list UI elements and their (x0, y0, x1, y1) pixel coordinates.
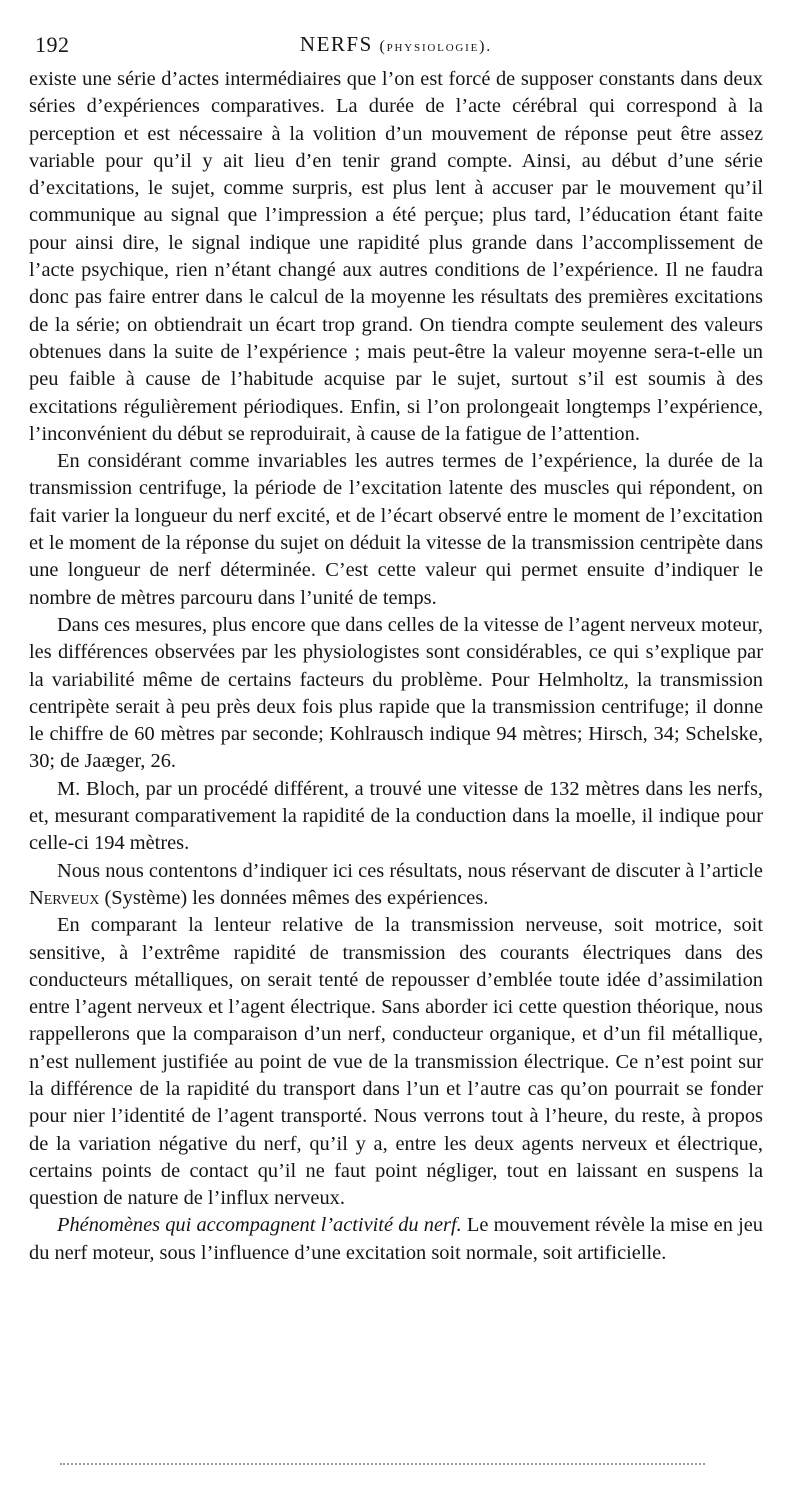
paragraph-reservation (29, 858, 763, 913)
book-page (29, 28, 763, 1267)
section-heading-italic: Phénomènes qui accompagnent l’activité du nerf. (57, 1214, 462, 1237)
paragraph-centripetal-method: En considérant comme invariables les autres termes de l’expérience, la durée de la transmission centrifuge, la période de l’excitation latente des muscles qui répondent, on fait varier la longueur du nerf excité, et de l’écart observé entre le moment de l’excitation et le moment de la réponse du sujet on déduit la vitesse de la transmission centripète dans une longueur de nerf déterminée. C’est cette valeur qui permet ensuite d’indiquer le nombre de mètres parcouru dans l’unité de temps. (29, 450, 763, 609)
footer-dotted-rule (60, 1463, 705, 1465)
running-title (29, 32, 763, 57)
paragraph-nerve-activity (29, 1212, 763, 1267)
paragraph-continued: existe une série d’actes intermédiaires que l’on est forcé de supposer constants dans deux séries d’expériences comparatives. La durée de l’acte cérébral qui correspond à la perception et est nécessaire à la volition d’un mouvement de réponse peut être assez variable pour qu’il y ait lieu d’en tenir grand compte. Ainsi, au début d’une série d’excitations, le sujet, comme surpris, est plus lent à accuser par le mouvement qu’il communique au signal que l’impression a été perçue; plus tard, l’éducation étant faite pour ainsi dire, le signal indique une rapidité plus grande dans l’accomplissement de l’acte psychique, rien n’étant changé aux autres conditions de l’expérience. Il ne faudra donc pas faire entrer dans le calcul de la moyenne les résultats des premières excitations de la série; on obtiendrait un écart trop grand. On tiendra compte seulement des valeurs obtenues dans la suite de l’expérience ; mais peut-être la valeur moyenne sera-t-elle un peu faible à cause de l’habitude acquise par le sujet, surtout s’il est soumis à des excitations régulièrement périodiques. Enfin, si l’on prolongeait longtemps l’expérience, l’inconvénient du début se reproduirait, à cause de la fatigue de l’attention. (29, 68, 763, 445)
nerve-activity-text: Le mouvement révèle la mise en jeu du nerf moteur, sous l’influence d’une excitation soit normale, soit artificielle. (29, 1214, 763, 1264)
page-number: 192 (35, 32, 70, 57)
paragraph-measurements: Dans ces mesures, plus encore que dans celles de la vitesse de l’agent nerveux moteur, les différences observées par les physiologistes sont considérables, ce qui s’explique par la variabilité même de certains facteurs du problème. Pour Helmholtz, la transmission centripète serait à peu près deux fois plus rapide que la transmission centrifuge; il donne le chiffre de 60 mètres par seconde; Kohlrausch indique 94 mètres; Hirsch, 34; Schelske, 30; de Jaæger, 26. (29, 613, 763, 773)
body-text (29, 66, 763, 1267)
reservation-text-before: Nous nous contentons d’indiquer ici ces résultats, nous réservant de discuter à l’article (57, 859, 763, 882)
running-title-subtitle: (physiologie). (379, 38, 493, 55)
nerveux-small-caps: Nerveux (29, 886, 100, 909)
paragraph-electrical-comparison: En comparant la lenteur relative de la transmission nerveuse, soit motrice, soit sensitive, à l’extrême rapidité de transmission des courants électriques dans des conducteurs métalliques, on serait tenté de repousser d’emblée toute idée d’assimilation entre l’agent nerveux et l’agent électrique. Sans aborder ici cette question théorique, nous rappellerons que la comparaison d’un nerf, conducteur organique, et d’un fil métallique, n’est nullement justifiée au point de vue de la transmission électrique. Ce n’est point sur la différence de la rapidité du transport dans l’un et l’autre cas qu’on pourrait se fonder pour nier l’identité de l’agent transporté. Nous verrons tout à l’heure, du reste, à propos de la variation négative du nerf, qu’il y a, entre les deux agents nerveux et électrique, certains points de contact qu’il ne faut point négliger, tout en laissant en suspens la question de nature de l’influx nerveux. (29, 914, 763, 1210)
reservation-text-after: (Système) les données mêmes des expériences. (99, 886, 489, 909)
page-header (29, 28, 763, 58)
paragraph-bloch: M. Bloch, par un procédé différent, a trouvé une vitesse de 132 mètres dans les nerfs, et, mesurant comparativement la rapidité de la conduction dans la moelle, il indique pour celle-ci 194 mètres. (29, 777, 763, 855)
running-title-main: NERFS (299, 32, 373, 56)
